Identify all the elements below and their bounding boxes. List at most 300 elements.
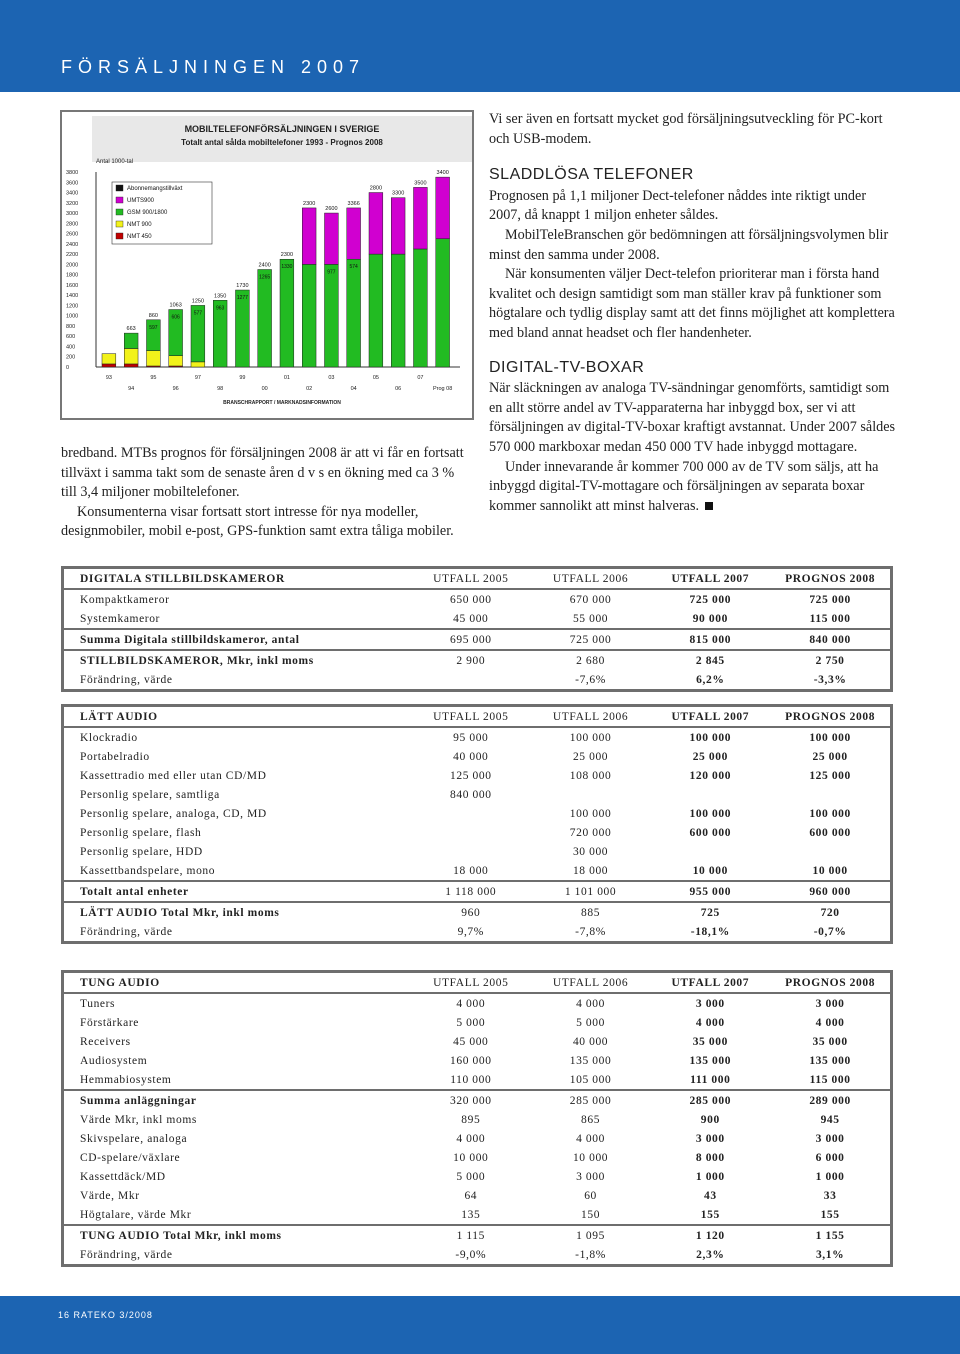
table-row [64, 922, 890, 941]
y-tick-label: 3600 [66, 180, 79, 187]
bar-label: 3400 [436, 170, 449, 177]
table-row [64, 1032, 890, 1051]
cell-value: 1 118 000 [411, 881, 531, 902]
cell-value: 1 155 [770, 1225, 890, 1245]
y-tick-label: 2800 [66, 221, 79, 228]
chart-title: MOBILTELEFONFÖRSÄLJNINGEN I SVERIGE [184, 124, 380, 134]
cell-value: 115 000 [809, 612, 851, 625]
inner-bar-label: 606 [171, 314, 180, 321]
bar-label: 3366 [347, 200, 360, 207]
col-header: UTFALL 2007 [650, 973, 770, 993]
cell-value: -9,0% [455, 1248, 487, 1261]
bar-segment [325, 213, 339, 264]
cell-value: -0,7% [813, 925, 847, 938]
y-tick-label: 2000 [66, 262, 79, 269]
x-tick-label: 06 [395, 386, 402, 392]
cell-value: 4 000 [815, 1016, 845, 1029]
digitaltv-p1: När släckningen av analoga TV-sändningar genomförts, samtidigt som en allt större andel av TV-apparaterna har inbyggd box, ser vi att försäljningen av digital-TV-boxar kraftigt avstannat. Under 2007 såldes 570 000 markboxar medan 450 000 TV hade inbyggd mottagare. [489, 380, 896, 455]
bar-segment [369, 193, 383, 255]
cell-value: 10 000 [692, 864, 728, 877]
digitaltv-p2-text: Under innevarande år kommer 700 000 av de TV som säljs, att ha inbyggd digital-TV-mottagare och försäljningen av separata boxar kommer sannolikt att minst halveras. [489, 458, 879, 514]
legend-label: Abonnemangstillväxt [127, 186, 183, 192]
table-row [64, 589, 890, 609]
chart-source: BRANSCHRAPPORT / MARKNADSINFORMATION [223, 400, 341, 406]
row-label: Tuners [80, 997, 116, 1010]
row-label: STILLBILDSKAMEROR, Mkr, inkl moms [64, 650, 411, 670]
cell-value: 18 000 [453, 864, 489, 877]
col-header: PROGNOS 2008 [770, 973, 890, 993]
inner-bar-label: 597 [149, 324, 158, 331]
table-row [64, 1090, 890, 1110]
cell-value [650, 842, 770, 861]
cell-value: 40 000 [453, 750, 489, 763]
page-title: FÖRSÄLJNINGEN 2007 [61, 57, 366, 77]
digitaltv-p2 [489, 458, 899, 517]
col-header: PROGNOS 2008 [770, 569, 890, 589]
cell-value: 1 000 [695, 1170, 725, 1183]
cell-value: 6,2% [696, 673, 725, 686]
table-row [64, 861, 890, 881]
legend-swatch [116, 221, 123, 227]
table-row [64, 1129, 890, 1148]
table-row [64, 670, 890, 689]
bar-segment [347, 259, 361, 367]
cell-value: 4 000 [576, 1132, 605, 1145]
bar-segment [124, 333, 138, 348]
cell-value: 10 000 [572, 1151, 609, 1164]
cell-value: 108 000 [569, 769, 612, 782]
row-label: Förändring, värde [80, 1248, 173, 1261]
cell-value: 155 [700, 1208, 720, 1221]
cell-value: 55 000 [572, 612, 609, 625]
cell-value: 2 845 [650, 650, 770, 670]
x-tick-label: 04 [350, 386, 357, 392]
cell-value: 45 000 [453, 612, 489, 625]
chart-ylabel: Antal 1000-tal [96, 159, 134, 165]
cell-value: 840 000 [450, 788, 492, 801]
y-tick-label: 2200 [66, 252, 79, 259]
col-header: UTFALL 2005 [411, 707, 531, 727]
y-tick-label: 3000 [66, 211, 79, 218]
table-row [64, 1148, 890, 1167]
chart-subtitle: Totalt antal sålda mobiltelefoner 1993 - Prognos 2008 [181, 138, 383, 147]
row-label: Förändring, värde [80, 925, 173, 938]
cell-value: 725 000 [809, 593, 851, 606]
bar-segment [302, 264, 316, 367]
table-row [64, 727, 890, 747]
row-label: Värde, Mkr [80, 1189, 140, 1202]
row-label: CD-spelare/växlare [80, 1151, 181, 1164]
col-header: UTFALL 2006 [531, 707, 651, 727]
cell-value: 650 000 [450, 593, 492, 606]
col-header: UTFALL 2006 [531, 569, 651, 589]
cell-value: 95 000 [453, 731, 489, 744]
table-still-cameras [61, 566, 893, 692]
cell-value: -1,8% [575, 1248, 606, 1261]
cell-value: 115 000 [809, 1073, 851, 1086]
x-tick-label: 03 [328, 375, 335, 381]
cell-value: 135 000 [569, 1054, 612, 1067]
y-tick-label: 400 [66, 344, 76, 351]
heading-cordless: SLADDLÖSA TELEFONER [489, 166, 694, 184]
row-label: Hemmabiosystem [80, 1073, 172, 1086]
x-tick-label: 98 [217, 386, 224, 392]
y-tick-label: 0 [66, 365, 70, 371]
table-row [64, 842, 890, 861]
left-column [61, 444, 466, 542]
col-header: UTFALL 2005 [411, 569, 531, 589]
mobile-sales-chart [60, 110, 474, 420]
col-header: UTFALL 2006 [531, 973, 651, 993]
bar-segment [258, 270, 272, 368]
cell-value: 2 680 [531, 650, 651, 670]
cell-value: -7,6% [575, 673, 606, 686]
cell-value: 670 000 [569, 593, 612, 606]
cell-value: 2,3% [696, 1248, 725, 1261]
cell-value: 1 120 [650, 1225, 770, 1245]
y-tick-label: 800 [66, 323, 76, 330]
bar-segment [102, 364, 116, 367]
cell-value: 8 000 [695, 1151, 725, 1164]
cell-value: 135 000 [689, 1054, 732, 1067]
cell-value: 105 000 [569, 1073, 612, 1086]
bar-label: 3500 [414, 180, 427, 187]
bar-segment [369, 254, 383, 367]
cell-value: 125 000 [809, 769, 851, 782]
cell-value: 6 000 [815, 1151, 845, 1164]
row-label: Värde Mkr, inkl moms [80, 1113, 197, 1126]
table-row [64, 804, 890, 823]
bar-label: 1730 [236, 283, 249, 290]
cell-value: 960 [411, 902, 531, 922]
x-tick-label: Prog 08 [433, 386, 453, 392]
cell-value: 64 [464, 1189, 478, 1202]
col-header: PROGNOS 2008 [770, 707, 890, 727]
row-label: Klockradio [80, 731, 138, 744]
cell-value: 100 000 [569, 807, 612, 820]
cell-value: 3 000 [695, 1132, 725, 1145]
bar-segment [236, 290, 250, 367]
bar-segment [124, 349, 138, 364]
y-tick-label: 3800 [66, 170, 79, 176]
cell-value: -7,8% [575, 925, 606, 938]
cell-value: 4 000 [695, 1016, 725, 1029]
row-label: Receivers [80, 1035, 131, 1048]
cell-value: 955 000 [650, 881, 770, 902]
table-row [64, 785, 890, 804]
cell-value: 45 000 [453, 1035, 489, 1048]
bar-segment [124, 364, 138, 367]
row-label: Kompaktkameror [80, 593, 170, 606]
cell-value: 5 000 [456, 1016, 486, 1029]
bar-segment [414, 249, 428, 367]
cell-value: 695 000 [411, 629, 531, 650]
bar-segment [414, 187, 428, 249]
footer-bar [0, 1296, 960, 1354]
legend-swatch [116, 233, 123, 239]
cell-value: 725 000 [531, 629, 651, 650]
cordless-p3: När konsumenten väljer Dect-telefon prioriterar man i första hand kvalitet och design samtidigt som man ställer krav på funktioner som högtalare och tydlig display samt att det finns möjlighet att komplettera med bland annat headset och fler handenheter. [489, 266, 895, 341]
cell-value: 285 000 [650, 1090, 770, 1110]
row-label: Förändring, värde [80, 673, 173, 686]
row-label: Summa Digitala stillbildskameror, antal [64, 629, 411, 650]
table-row [64, 1051, 890, 1070]
table-row [64, 993, 890, 1013]
table-row [64, 766, 890, 785]
cell-value: 600 000 [689, 826, 732, 839]
col-header: UTFALL 2005 [411, 973, 531, 993]
cell-value: 3 000 [815, 1132, 845, 1145]
y-tick-label: 1400 [66, 293, 79, 300]
cell-value: 895 [461, 1113, 481, 1126]
inner-bar-label: 577 [193, 310, 203, 317]
inner-bar-label: 574 [349, 264, 358, 271]
bar-segment [436, 239, 450, 367]
cell-value [650, 785, 770, 804]
bar-segment [436, 177, 450, 239]
x-tick-label: 02 [306, 386, 313, 392]
cell-value: 90 000 [692, 612, 728, 625]
left-p2: Konsumenterna visar fortsatt stort intresse för nya modeller, designmobiler, mobil e-post, GPS-funktion samt extra tåliga mobiler. [61, 503, 454, 540]
cell-value: -3,3% [813, 673, 847, 686]
bar-label: 2400 [258, 262, 271, 269]
cell-value: 600 000 [809, 826, 851, 839]
bar-label: 2300 [303, 200, 316, 207]
cell-value: 100 000 [809, 731, 851, 744]
row-label: Audiosystem [80, 1054, 148, 1067]
table-row [64, 650, 890, 670]
table-row [64, 609, 890, 629]
cell-value: 3 000 [815, 997, 845, 1010]
bar-label: 1063 [169, 302, 182, 309]
bar-segment [191, 362, 205, 367]
row-label: Personlig spelare, samtliga [80, 788, 220, 801]
bar-segment [391, 198, 405, 254]
bar-segment [280, 259, 294, 367]
header-bar [0, 0, 960, 92]
bar-segment [102, 354, 116, 364]
row-label: TUNG AUDIO Total Mkr, inkl moms [64, 1225, 411, 1245]
x-tick-label: 93 [105, 375, 112, 381]
cell-value: 285 000 [531, 1090, 651, 1110]
cell-value: 100 000 [689, 731, 732, 744]
cell-value: 900 [700, 1113, 720, 1126]
x-tick-label: 94 [128, 386, 135, 392]
x-tick-label: 95 [150, 375, 157, 381]
cell-value: 5 000 [456, 1170, 486, 1183]
cell-value: 725 [650, 902, 770, 922]
cell-value [411, 804, 531, 823]
cell-value [531, 785, 651, 804]
cell-value: 1 115 [411, 1225, 531, 1245]
bar-segment [169, 356, 183, 366]
legend-label: NMT 900 [127, 222, 152, 228]
y-tick-label: 2600 [66, 231, 79, 238]
cell-value: 1 101 000 [531, 881, 651, 902]
table-title: LÄTT AUDIO [64, 707, 411, 727]
table-row [64, 1205, 890, 1225]
cell-value: 3 000 [576, 1170, 605, 1183]
table-row [64, 747, 890, 766]
cell-value [411, 823, 531, 842]
row-label: Kassettdäck/MD [80, 1170, 166, 1183]
table-row [64, 1167, 890, 1186]
table-header-row [64, 569, 890, 589]
inner-bar-label: 1277 [236, 295, 248, 302]
table-heavy-audio [61, 970, 893, 1267]
cell-value [770, 842, 890, 861]
cell-value: 100 000 [809, 807, 851, 820]
cell-value: 885 [531, 902, 651, 922]
bar-label: 2800 [369, 185, 383, 192]
inner-bar-label: 977 [327, 269, 336, 276]
table-row [64, 1070, 890, 1090]
inner-bar-label: 1330 [281, 264, 293, 271]
row-label: Totalt antal enheter [64, 881, 411, 902]
cell-value: 4 000 [456, 1132, 486, 1145]
cell-value: 35 000 [812, 1035, 848, 1048]
cell-value: 110 000 [450, 1073, 492, 1086]
x-tick-label: 07 [417, 375, 424, 381]
row-label: Förstärkare [80, 1016, 139, 1029]
cell-value: 33 [823, 1189, 837, 1202]
cell-value [411, 842, 531, 861]
y-tick-label: 1800 [66, 272, 79, 279]
cell-value [770, 785, 890, 804]
cell-value: 25 000 [812, 750, 848, 763]
row-label: Personlig spelare, flash [80, 826, 202, 839]
y-tick-label: 3400 [66, 190, 79, 197]
cell-value: 10 000 [453, 1151, 489, 1164]
chart-svg [62, 112, 472, 418]
cell-value: 945 [820, 1113, 840, 1126]
table-header-row [64, 973, 890, 993]
cell-value: 815 000 [650, 629, 770, 650]
row-label: Portabelradio [80, 750, 150, 763]
legend-swatch [116, 197, 123, 203]
bar-segment [302, 208, 316, 264]
table-light-audio [61, 704, 893, 944]
row-label: Skivspelare, analoga [80, 1132, 188, 1145]
cell-value: 9,7% [457, 925, 484, 938]
row-label: Kassettradio med eller utan CD/MD [80, 769, 267, 782]
col-header: UTFALL 2007 [650, 569, 770, 589]
cell-value: 1 000 [815, 1170, 845, 1183]
cell-value: 3 000 [695, 997, 725, 1010]
bar-label: 860 [148, 312, 158, 319]
bar-label: 663 [126, 326, 136, 333]
cell-value: 135 [461, 1208, 481, 1221]
bar-segment [391, 254, 405, 367]
table-row [64, 881, 890, 902]
row-label: LÄTT AUDIO Total Mkr, inkl moms [64, 902, 411, 922]
inner-bar-label: 963 [215, 305, 225, 312]
cell-value: 960 000 [770, 881, 890, 902]
legend-swatch [116, 185, 123, 191]
table-header-row [64, 707, 890, 727]
table-title: TUNG AUDIO [64, 973, 411, 993]
table-row [64, 1013, 890, 1032]
legend-swatch [116, 209, 123, 215]
cell-value: 43 [703, 1189, 717, 1202]
row-label: Högtalare, värde Mkr [80, 1208, 192, 1221]
y-tick-label: 1200 [66, 303, 79, 310]
cell-value: 25 000 [572, 750, 609, 763]
cell-value: 150 [581, 1208, 601, 1221]
x-tick-label: 01 [283, 375, 290, 381]
cell-value: 155 [820, 1208, 840, 1221]
row-label: Kassettbandspelare, mono [80, 864, 216, 877]
cell-value: 160 000 [450, 1054, 492, 1067]
cell-value: 10 000 [812, 864, 848, 877]
table-row [64, 1225, 890, 1245]
row-label: Personlig spelare, analoga, CD, MD [80, 807, 267, 820]
table-row [64, 629, 890, 650]
cell-value: 135 000 [809, 1054, 851, 1067]
cell-value: 125 000 [450, 769, 492, 782]
end-mark-icon [705, 502, 713, 510]
row-label: Systemkameror [80, 612, 160, 625]
bar-label: 1350 [214, 293, 227, 300]
table-row [64, 1110, 890, 1129]
legend-label: NMT 450 [127, 234, 152, 240]
cell-value: 60 [584, 1189, 597, 1202]
cell-value: 865 [581, 1113, 601, 1126]
bar-segment [325, 264, 339, 367]
cell-value: 725 000 [689, 593, 732, 606]
cell-value: 1 095 [531, 1225, 651, 1245]
cell-value: 840 000 [770, 629, 890, 650]
cell-value: 3,1% [815, 1248, 845, 1261]
legend-label: GSM 900/1800 [127, 210, 168, 216]
y-tick-label: 1000 [66, 313, 79, 320]
cell-value: 720 000 [569, 826, 612, 839]
bar-label: 3300 [392, 190, 405, 197]
table-row [64, 1245, 890, 1264]
cell-value: 35 000 [692, 1035, 728, 1048]
heading-digital-tv: DIGITAL-TV-BOXAR [489, 358, 645, 376]
cell-value: 111 000 [690, 1073, 731, 1086]
cell-value: 25 000 [692, 750, 728, 763]
y-tick-label: 600 [66, 334, 76, 341]
table-row [64, 902, 890, 922]
cell-value: 5 000 [576, 1016, 605, 1029]
bar-label: 2300 [280, 252, 294, 259]
cell-value: 18 000 [572, 864, 609, 877]
bar-segment [147, 351, 161, 366]
x-tick-label: 97 [194, 375, 201, 381]
cell-value: 720 [770, 902, 890, 922]
intro-paragraph: Vi ser även en fortsatt mycket god försäljningsutveckling för PC-kort och USB-modem. [489, 111, 883, 147]
row-label: Personlig spelare, HDD [80, 845, 203, 858]
x-tick-label: 05 [372, 375, 379, 381]
y-tick-label: 1600 [66, 282, 79, 289]
x-tick-label: 00 [261, 386, 268, 392]
y-tick-label: 3200 [66, 200, 79, 207]
legend-label: UMTS900 [127, 198, 155, 204]
cell-value: -18,1% [690, 925, 730, 938]
bar-segment [347, 208, 361, 259]
cell-value: 40 000 [572, 1035, 609, 1048]
table-row [64, 823, 890, 842]
x-tick-label: 99 [239, 375, 246, 381]
x-tick-label: 96 [172, 386, 179, 392]
table-row [64, 1186, 890, 1205]
cell-value [411, 670, 531, 689]
row-label: Summa anläggningar [64, 1090, 411, 1110]
cell-value: 120 000 [689, 769, 732, 782]
bar-label: 2600 [325, 206, 338, 213]
